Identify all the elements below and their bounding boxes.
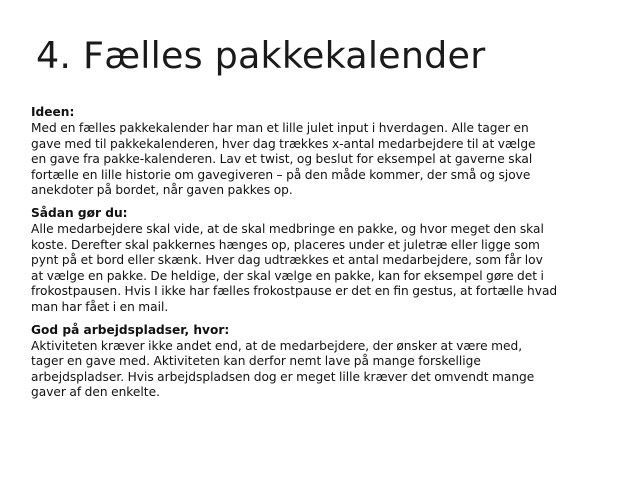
section-ideen	[31, 104, 611, 199]
paragraph-line: Aktiviteten kræver ikke andet end, at de medarbejdere, der ønsker at være med,	[31, 338, 523, 353]
paragraph-line: tager en gave med. Aktiviteten kan derfor nemt lave på mange forskellige	[31, 354, 481, 369]
paragraph-line: koste. Derefter skal pakkernes hænges op, placeres under et juletræ eller ligge som	[31, 237, 540, 252]
paragraph-line: man har fået i en mail.	[31, 299, 169, 314]
paragraph-line: pynt på et bord eller skænk. Hver dag udtrækkes et antal medarbejdere, som får lov	[31, 253, 543, 268]
paragraph-line: at vælge en pakke. De heldige, der skal vælge en pakke, kan for eksempel gøre det i	[31, 268, 544, 283]
section-paragraph	[31, 339, 611, 401]
section-saadan-goer-du	[31, 205, 611, 316]
paragraph-line: fortælle en lille historie om gavegiveren – på den måde kommer, der små og sjove	[31, 167, 531, 182]
paragraph-line: en gave fra pakke-kalenderen. Lav et twist, og beslut for eksempel at gaverne skal	[31, 152, 533, 167]
section-god-paa-arbejdspladser	[31, 322, 611, 401]
paragraph-line: frokostpausen. Hvis I ikke har fælles frokostpause er det en fin gestus, at fortælle hvad	[31, 284, 558, 299]
section-heading: Sådan gør du:	[31, 205, 128, 220]
section-heading: God på arbejdspladser, hvor:	[31, 322, 230, 337]
slide-title: 4. Fælles pakkekalender	[36, 34, 486, 77]
paragraph-line: gaver af den enkelte.	[31, 385, 160, 400]
paragraph-line: arbejdspladser. Hvis arbejdspladsen dog er meget lille kræver det omvendt mange	[31, 369, 535, 384]
paragraph-line: Med en fælles pakkekalender har man et lille julet input i hverdagen. Alle tager en	[31, 121, 529, 135]
paragraph-line: Alle medarbejdere skal vide, at de skal medbringe en pakke, og hvor meget den skal	[31, 221, 544, 236]
paragraph-line: anekdoter på bordet, når gaven pakkes op.	[31, 183, 293, 198]
section-heading: Ideen:	[31, 105, 75, 119]
slide-body	[31, 104, 611, 407]
paragraph-line: gave med til pakkekalenderen, hver dag trækkes x-antal medarbejdere til at vælge	[31, 136, 536, 151]
section-paragraph	[31, 222, 611, 316]
section-paragraph	[31, 121, 611, 199]
